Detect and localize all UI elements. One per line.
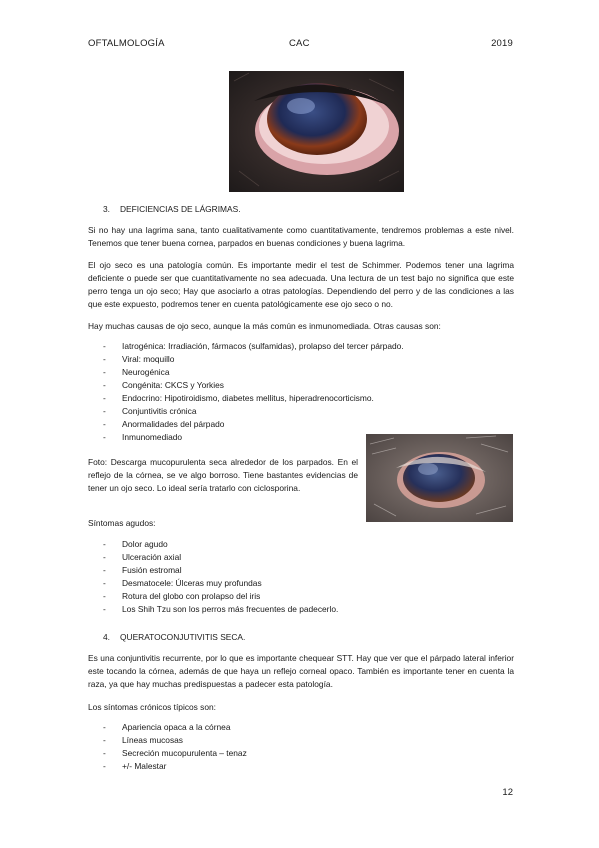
chronic-symptoms-title: Los síntomas crónicos típicos son:: [88, 702, 217, 712]
header-author: CAC: [289, 38, 310, 49]
list-item: - Viral: moquillo: [103, 354, 175, 364]
section-3-number: 3.: [103, 204, 110, 214]
list-item: - Anormalidades del párpado: [103, 419, 225, 429]
list-item: - Rotura del globo con prolapso del iris: [103, 591, 261, 601]
paragraph-causes-intro: Hay muchas causas de ojo seco, aunque la más común es inmunomediada. Otras causas son:: [88, 321, 441, 331]
list-item: - Inmunomediado: [103, 432, 183, 442]
section-4-number: 4.: [103, 632, 110, 642]
list-item: - Ulceración axial: [103, 552, 182, 562]
list-item: - Neurogénica: [103, 367, 170, 377]
list-item: - Secreción mucopurulenta – tenaz: [103, 748, 247, 758]
list-item: - Desmatocele: Úlceras muy profundas: [103, 578, 262, 588]
page-number: 12: [502, 787, 513, 798]
eye-photo-dry-eye: [366, 434, 513, 522]
acute-symptoms-list: [103, 538, 338, 616]
header-year: 2019: [491, 38, 513, 49]
paragraph-tear-quality: Si no hay una lagrima sana, tanto cualitativamente como cuantitativamente, tendremos problemas a este nivel. Tenemos que tener buena cornea, parpados en buenas condiciones y buena lagrima.: [88, 225, 514, 248]
photo-caption: Foto: Descarga mucopurulenta seca alrededor de los parpados. En el reflejo de la córnea, se ve algo borroso. Tiene bastantes evidencias de tener un ojo seco. Lo ideal sería tratarlo con ciclosporina.: [88, 457, 358, 493]
eye-photo-top: [229, 71, 404, 192]
section-4-heading: [103, 632, 245, 642]
causes-list: [103, 340, 404, 444]
header-subject: OFTALMOLOGÍA: [88, 38, 165, 49]
section-3-title: DEFICIENCIAS DE LÁGRIMAS.: [120, 204, 241, 214]
chronic-symptoms-list: [103, 721, 247, 773]
section-3-heading: [103, 204, 241, 214]
list-item: - Apariencia opaca a la córnea: [103, 722, 231, 732]
list-item: - +/- Malestar: [103, 761, 167, 771]
paragraph-keratoconjunctivitis: Es una conjuntivitis recurrente, por lo que es importante chequear STT. Hay que ver que el párpado lateral inferior este tocando la córnea, además de que haya un reflejo corneal opaco. También es importante tener en cuenta la raza, ya que hay muchas predispuestas a padecer esta patología.: [88, 653, 514, 689]
list-item: - Iatrogénica: Irradiación, fármacos (sulfamidas), prolapso del tercer párpado.: [103, 341, 404, 351]
list-item: - Congénita: CKCS y Yorkies: [103, 380, 224, 390]
section-4-title: QUERATOCONJUTIVITIS SECA.: [120, 632, 246, 642]
acute-symptoms-title: Síntomas agudos:: [88, 518, 156, 528]
list-item: - Dolor agudo: [103, 539, 168, 549]
paragraph-dry-eye: El ojo seco es una patología común. Es importante medir el test de Schimmer. Podemos tener una lagrima deficiente o puede ser que cuantitativamente no sea adecuada. Una lectura de un test bajo no significa que este perro tenga un ojo seco; Hay que asociarlo a otras patologías. Dependiendo del perro y de las condiciones a las que este expuesto, podremos tener en cuenta patológicamente ese ojo seco o no.: [88, 260, 514, 309]
list-item: - Endocrino: Hipotiroidismo, diabetes mellitus, hiperadrenocorticismo.: [103, 393, 374, 403]
list-item: - Los Shih Tzu son los perros más frecuentes de padecerlo.: [103, 604, 339, 614]
list-item: - Conjuntivitis crónica: [103, 406, 197, 416]
list-item: - Fusión estromal: [103, 565, 182, 575]
list-item: - Líneas mucosas: [103, 735, 183, 745]
